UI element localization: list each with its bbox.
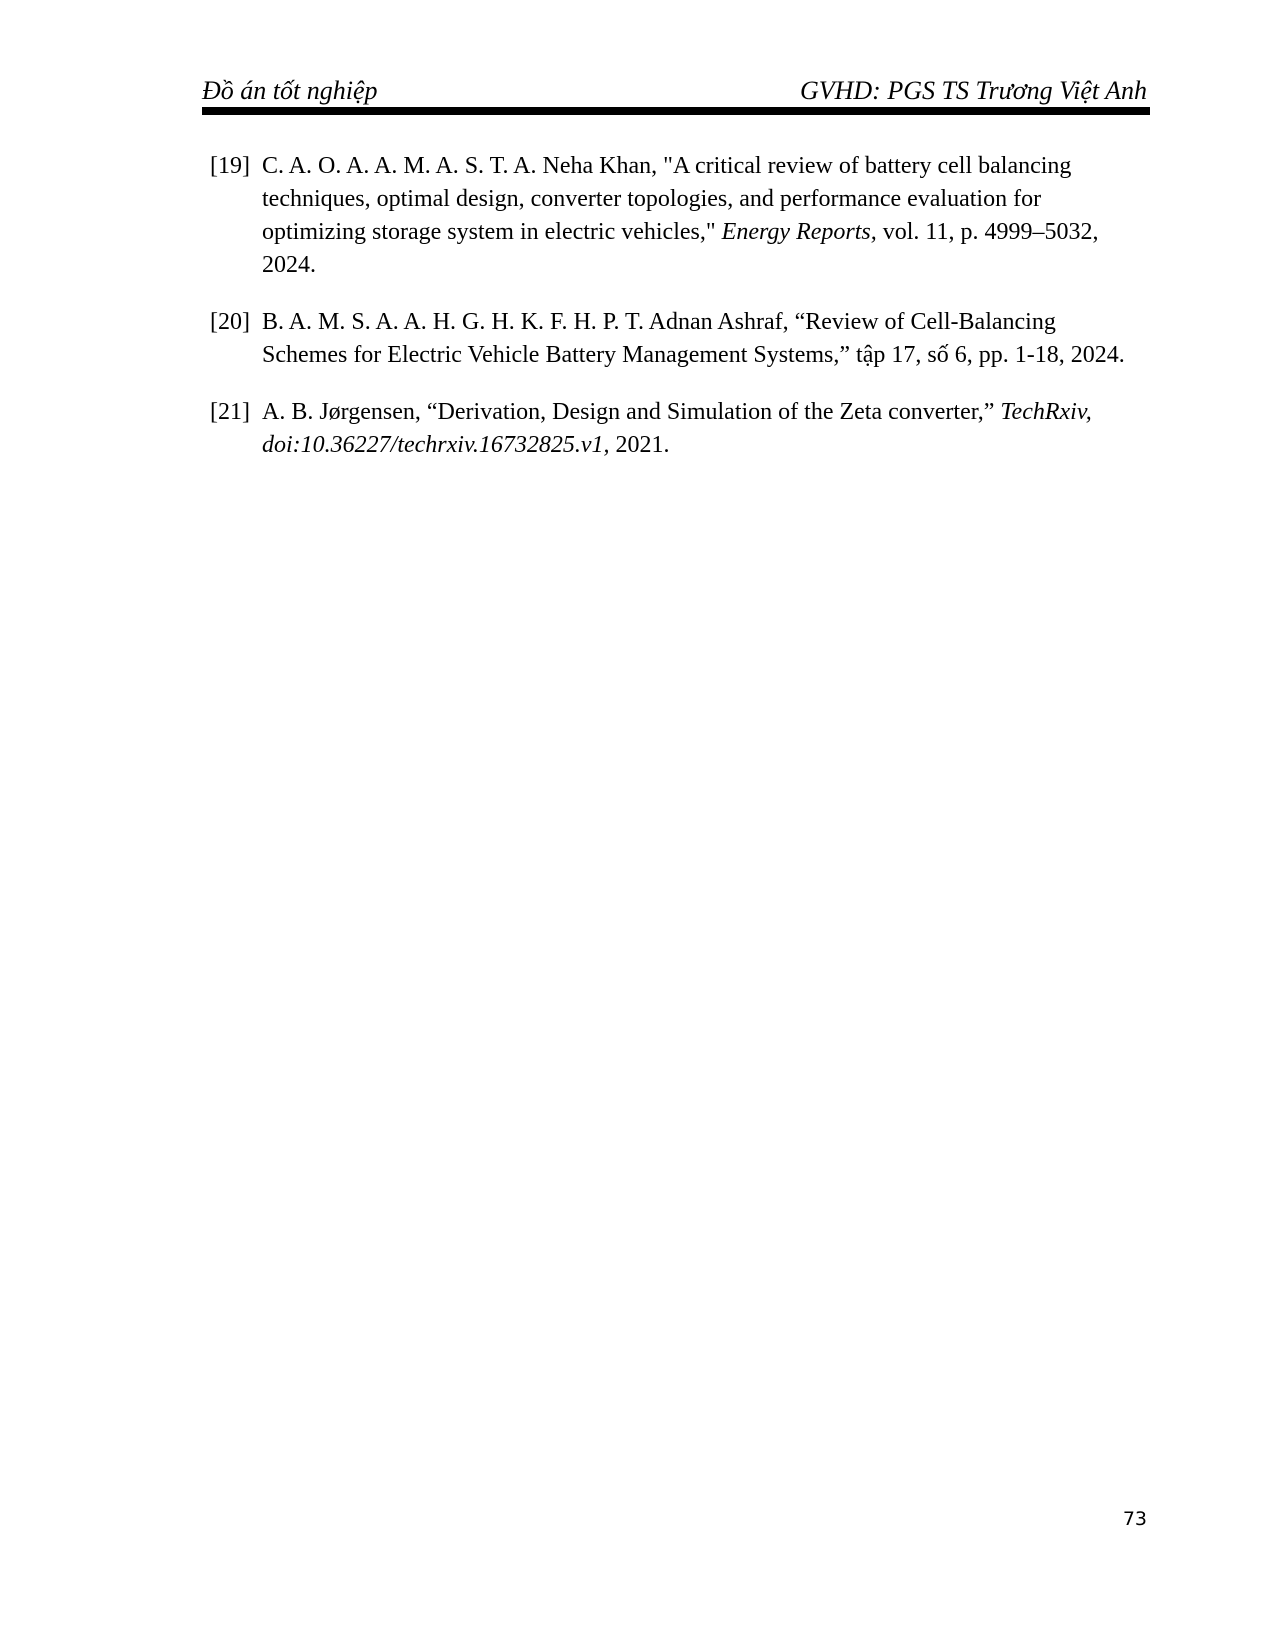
reference-venue: Energy Reports, (721, 219, 877, 245)
reference-item (210, 150, 1130, 282)
reference-item (210, 396, 1130, 462)
reference-number: [21] (210, 399, 250, 425)
reference-item (210, 306, 1130, 372)
page-header (202, 72, 1147, 110)
reference-details: tập 17, số 6, pp. 1-18, 2024. (856, 342, 1125, 368)
header-advisor: GVHD: PGS TS Trương Việt Anh (799, 76, 1147, 105)
header-title: Đồ án tốt nghiệp (202, 76, 378, 105)
reference-title: “Derivation, Design and Simulation of the Zeta converter,” (426, 399, 995, 425)
page-number: 73 (1122, 1508, 1147, 1530)
reference-details: vol. 11, p. 4999–5032, 2024. (262, 219, 1099, 278)
header-rule (202, 107, 1150, 115)
reference-title: "A critical review of battery cell balancing techniques, optimal design, converter topologies, and performance evaluation for optimizing storage system in electric vehicles," (262, 153, 1072, 245)
reference-text (262, 396, 1130, 462)
reference-list (210, 150, 1130, 486)
reference-number: [20] (210, 309, 250, 335)
reference-authors: C. A. O. A. A. M. A. S. T. A. Neha Khan, (262, 153, 658, 179)
reference-authors: A. B. Jørgensen, (262, 399, 421, 425)
reference-number: [19] (210, 153, 250, 179)
reference-details: 2021. (615, 432, 670, 458)
reference-text (262, 306, 1130, 372)
reference-authors: B. A. M. S. A. A. H. G. H. K. F. H. P. T. Adnan Ashraf, (262, 309, 789, 335)
reference-venue: TechRxiv, doi:10.36227/techrxiv.16732825.v1, (262, 399, 1092, 458)
reference-title: “Review of Cell-Balancing Schemes for Electric Vehicle Battery Management Systems,” (262, 309, 1056, 368)
reference-text (262, 150, 1130, 282)
